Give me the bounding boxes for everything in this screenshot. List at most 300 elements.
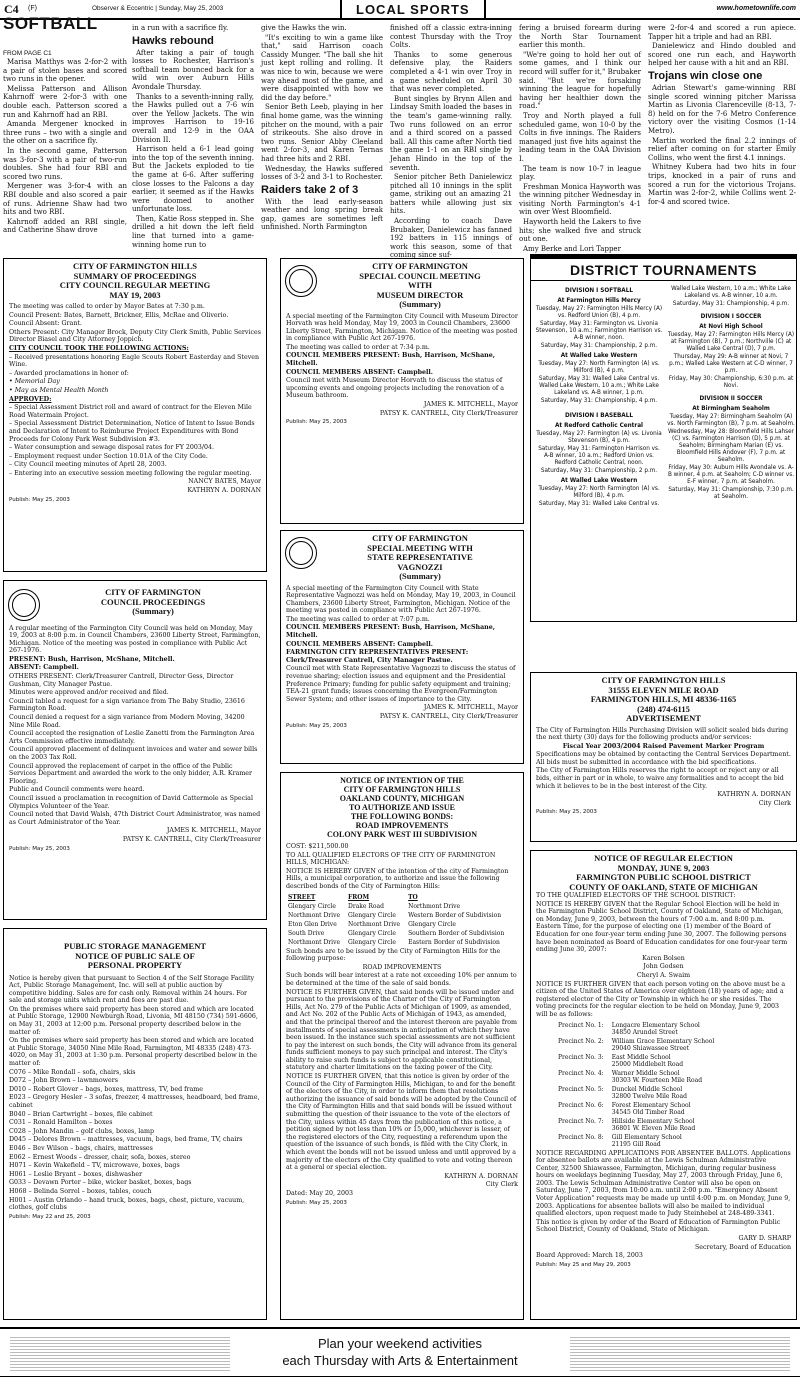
group-heading: At Birmingham Seaholm — [692, 406, 770, 412]
table-row — [558, 1102, 720, 1116]
notice-title: PERSONAL PROPERTY — [87, 960, 183, 970]
group-heading: At Novi High School — [699, 324, 763, 330]
precinct-address: 29040 Shiawassee Street — [611, 1044, 689, 1052]
para: Martin worked the final 2.2 innings of relief after coming on for starter Emily Collins, who went the first 4.1 innings. — [648, 136, 796, 162]
notice-text: – City Council meeting minutes of April 28, 2003. — [9, 461, 167, 469]
notice-text: TO THE QUALIFIED ELECTORS OF THE SCHOOL DISTRICT: — [536, 892, 736, 899]
story-col-1-body — [3, 58, 127, 254]
notice-text: The meeting was called to order at 7:34 p.m. — [286, 343, 430, 351]
para: Senior Beth Leeb, playing in her final home game, was the winning pitcher on the mound, with a pair of strikeouts. She also drove in two runs. Senior Abby Cleeland went 2-for-3, and Karen Ternas had three hits and 2 RBI. — [261, 103, 383, 163]
subhead-hawks: Hawks rebound — [132, 34, 214, 47]
tournaments-title: DISTRICT TOURNAMENTS — [531, 255, 796, 281]
banner-line-1: Plan your weekend activities — [317, 1336, 483, 1351]
para: Kahrnoff added an RBI single, and Catherine Shaw drove — [3, 217, 127, 235]
signature: GARY D. SHARP — [738, 1235, 791, 1243]
notice-title: CITY OF FARMINGTON — [372, 261, 468, 271]
issue-date: Sunday, May 25, 2003 — [158, 5, 224, 12]
notice-text: – Special Assessment District roll and award of contract for the Eleven Mile Road Watermain Project. — [9, 404, 252, 419]
para: Danielewicz and Hindo doubled and scored one run each, and Hayworth helped her cause with a hit and an RBI. — [648, 42, 796, 68]
para: Then, Katie Ross stepped in. She drilled a hit down the left field line that turned into a game-winning home run to — [132, 214, 254, 249]
candidate: Cheryl A. Swaim — [636, 971, 691, 979]
notice-text: Such bonds are to be issued by the City of Farmington Hills for the following purpose: — [286, 947, 501, 963]
para: Melissa Patterson and Allison Kahrnoff were 2-for-3 with one double each. Patterson scored a run and Kahrnoff had an RBI. — [3, 84, 127, 119]
table-row — [558, 1118, 720, 1132]
table-cell: Northmont Drive — [288, 911, 341, 919]
notice-text: Council met with State Representative Vagnozzi to discuss the status of revenue sharing; election issues and equipment and the Presidential Preference Primary; funding for public safety equipment and training; TEA-21 grant funds; issues concerning the Evergreen/Farmington Sewer System; and other issues of importance to the City. — [286, 665, 516, 703]
precinct-number: Precinct No. 1: — [558, 1021, 604, 1029]
precinct-table — [556, 1020, 722, 1150]
notice-text: OTHERS PRESENT: Clerk/Treasurer Cantrell, Director Gess, Director Gushman, City Manager Pastue. — [9, 673, 234, 688]
table-cell: Glengary Circle — [348, 938, 396, 946]
city-seal-icon — [285, 265, 317, 297]
notice-text: Council issued a proclamation in recognition of David Cattermole as Special Olympics Volunteer of the Year. — [9, 794, 253, 810]
schedule-line: Tuesday, May 27: Farmington Hills Mercy (A) at Farmington (B), 7 p.m.; Northville (C) at Walled Lake Central (D), 7 p.m. — [667, 332, 795, 352]
para: Mergener was 3-for-4 with an RBI double and also scored a pair of runs. Adrienne Shaw had two hits and two RBI. — [3, 182, 127, 217]
precinct-address: 32800 Twelve Mile Road — [611, 1092, 687, 1100]
notice-title: OAKLAND COUNTY, MICHIGAN — [339, 794, 465, 803]
para: Marisa Matthys was 2-for-2 with a pair of stolen bases and scored two runs in the opener. — [3, 58, 127, 84]
group-heading: At Walled Lake Western — [560, 478, 638, 484]
para: Freshman Monica Hayworth was the winning pitcher Wednesday in visiting North Farmington's 4-1 win over West Bloomfield. — [519, 182, 641, 217]
group-heading: DIVISION I SOCCER — [700, 314, 762, 320]
publish-date: Publish: May 25, 2003 — [286, 1199, 347, 1206]
story-col-5 — [519, 24, 641, 254]
notice-text: Council Present: Bates, Barnett, Brickner, Ellis, McRae and Oliverio. — [9, 311, 229, 319]
precinct-school: Gill Elementary School — [611, 1133, 682, 1141]
notice-text: Council noted that David Walsh, 47th District Court Administrator, was named as Court Administrator of the Year. — [9, 811, 261, 826]
para: "We're going to hold her out of some games, and I think our record will suffer for it," Brubaker said. "But we're forsaking winning the league for hopefully having her healthier down the road." — [519, 50, 641, 111]
notice-bond-intention — [280, 772, 524, 1320]
notice-title: (Summary) — [132, 606, 174, 616]
notice-text: TO ALL QUALIFIED ELECTORS OF THE CITY OF FARMINGTON HILLS, MICHIGAN: — [286, 851, 496, 867]
notice-text: Such bonds will bear interest at a rate not exceeding 10% per annum to be determined at the time of the sale of said bonds. — [286, 972, 517, 987]
tournaments-left-col — [535, 285, 663, 508]
table-cell: Northmont Drive — [348, 920, 401, 928]
precinct-number: Precinct No. 5: — [558, 1085, 604, 1093]
para: fering a bruised forearm during the North Star Tournament earlier this month. — [519, 24, 641, 50]
table-cell: South Drive — [288, 929, 325, 937]
site-url[interactable]: www.hometownlife.com — [716, 5, 796, 12]
publish-date: Publish: May 25 and May 29, 2003 — [536, 1261, 631, 1268]
notice-text: COUNCIL MEMBERS ABSENT: Campbell. — [286, 640, 433, 648]
para: Hayworth held the Lakers to five hits; she walked five and struck out one. — [519, 218, 641, 244]
list-item: H061 – Leslie Bryant – boxes, dishwasher — [9, 1170, 143, 1178]
notice-text: Council accepted the resignation of Leslie Zanetti from the Farmington Area Arts Commission effective immediately. — [9, 730, 255, 745]
signature: JAMES K. MITCHELL, Mayor — [166, 827, 261, 835]
notice-title: CITY OF FARMINGTON HILLS — [73, 261, 197, 271]
signature: PATSY K. CANTRELL, City Clerk/Treasurer — [122, 835, 261, 843]
list-item: H001 – Austin Orlando – hand truck, boxes, bags, chest, picture, vacuum, clothes, golf clubs — [9, 1196, 245, 1212]
precinct-address: 36801 W. Eleven Mile Road — [611, 1124, 696, 1132]
table-row — [288, 921, 510, 928]
notice-museum-meeting — [280, 258, 524, 524]
signature: JAMES K. MITCHELL, Mayor — [423, 704, 518, 712]
para: Adrian Stewart's game-winning RBI single scored winning pitcher Marissa Martin as Livonia Clarenceville (8-13, 7-8) held on for the 7-6 Metro Conference victory over the visiting Cosmos (1-14 Metro). — [648, 83, 796, 135]
notice-title: SPECIAL COUNCIL MEETING — [359, 270, 481, 281]
para: Amanda Mergener knocked in three runs – two with a single and the other on a sacrifice fly. — [3, 120, 127, 146]
arts-entertainment-banner[interactable] — [0, 1327, 800, 1377]
precinct-school: Hillside Elementary School — [611, 1117, 695, 1125]
precinct-school: William Grace Elementary School — [611, 1037, 715, 1045]
notice-text: – Awarded proclamations in honor of: — [9, 369, 129, 377]
notice-title: NOTICE OF REGULAR ELECTION — [594, 853, 733, 863]
table-header-row — [288, 894, 510, 901]
group-heading: DIVISION II SOCCER — [699, 396, 763, 402]
list-item: G033 – Devawn Porter – bike, wicker basket, boxes, bags — [9, 1179, 192, 1187]
story-kicker: SOFTBALL — [3, 14, 98, 33]
story-col-2 — [132, 24, 254, 254]
notice-text: On the premises where said property has been stored and which are located at Public Storage, 12900 Newburgh Road, Livonia, MI 48150 (734) 591-6606, on May 31, 2003 at 12:00 p.m. Personal property described below in the matter of: — [9, 1005, 258, 1036]
notice-title: ROAD IMPROVEMENTS — [355, 821, 449, 830]
notice-text: • Memorial Day — [9, 378, 60, 386]
precinct-address: 30303 W. Fourteen Mile Road — [611, 1076, 703, 1084]
notice-title: CITY OF FARMINGTON — [372, 533, 468, 543]
precinct-number: Precinct No. 8: — [558, 1133, 604, 1141]
notice-advertisement — [530, 672, 797, 842]
page-number: C4 — [4, 2, 19, 16]
notice-title: THE FOLLOWING BONDS: — [350, 812, 454, 821]
table-cell: Northmont Drive — [288, 938, 341, 946]
notice-text: NOTICE IS FURTHER GIVEN, that said bonds will be issued under and pursuant to the provisions of the Charter of the City of Farmington Hills, Act No. 279 of the Public Acts of Michigan of 1909, as amended, and Act No. 202 of the Public Acts of Michigan of 1943, as amended, and that the principal thereof and the interest thereon are payable from installments of special assessments in anticipation of which they have been issued. In the instance such special assessments are not sufficient to pay the interest on such bonds, the City will advance from its general funds sufficient moneys to pay such principal and interest. The City's ability to raise such funds is subject to applicable constitutional, statutory and charter limitations on the taxing power of the City. — [286, 988, 517, 1072]
notice-title: SPECIAL MEETING WITH — [367, 542, 473, 553]
notice-text: ABSENT: Campbell. — [9, 664, 79, 672]
table-row — [558, 1054, 720, 1068]
notice-text: Public and Council comments were heard. — [9, 786, 145, 794]
story-col-3 — [261, 24, 383, 254]
notice-text: On the premises where said property has been stored and which are located at Public Storage, 34050 Nine Mile Road, Farmington, MI 48335 (248) 473-4020, on May 31, 2003 at 1:30 p.m. Personal property described below in the matter of: — [9, 1037, 258, 1068]
notice-text: – Received presentations honoring Eagle Scouts Robert Easterday and Steven Wine. — [9, 353, 260, 369]
publish-date: Publish: May 25, 2003 — [9, 496, 70, 503]
notice-text: FARMINGTON CITY REPRESENTATIVES PRESENT: Clerk/Treasurer Cantrell, City Manager Pastue. — [286, 649, 469, 664]
story-jump-line: FROM PAGE C1 — [3, 50, 52, 57]
list-item: D010 – Robert Glover – bags, boxes, mattress, TV, bed frame — [9, 1085, 203, 1093]
city-seal-icon — [8, 589, 40, 621]
para: Senior pitcher Beth Danielewicz pitched all 10 innings in the split game, striking out an amazing 21 batters while allowing just six hits. — [390, 173, 512, 216]
table-cell: Glengary Circle — [288, 902, 336, 910]
notice-title: 31555 ELEVEN MILE ROAD — [608, 684, 719, 695]
list-item: D072 – John Brown – lawnmowers — [9, 1077, 119, 1085]
schedule-line: Friday, May 30: Championship, 6:30 p.m. at Novi. — [668, 376, 794, 389]
table-row — [288, 939, 510, 946]
para: Wednesday, the Hawks suffered losses of 3-2 and 3-1 to Rochester. — [261, 164, 383, 182]
notice-text: • May as Mental Health Month — [9, 386, 109, 394]
precinct-address: 25000 Middlebelt Road — [611, 1060, 684, 1068]
schedule-line: Saturday, May 31: Farmington Harrison vs. A-B winner, 10 a.m.; Redford Union vs. Redford Catholic Central, noon. — [538, 446, 660, 466]
para: After taking a pair of tough losses to Rochester, Harrison's softball team bounced back for a wild win over Auburn Hills Avondale Thursday. — [132, 48, 254, 91]
story-col-4 — [390, 24, 513, 260]
notice-text: Notice is hereby given that pursuant to Section 4 of the Self Storage Facility Act, Public Storage Management, Inc. will sell at public auction by competitive bidding. Sales are for cash only. Removal within 24 hours. For sale and storage units which rent and fees are past due. — [9, 974, 255, 1005]
notice-title: VAGNOZZI — [397, 561, 443, 572]
table-cell: Southern Border of Subdivision — [408, 929, 505, 937]
notice-text: ROAD IMPROVEMENTS — [362, 963, 442, 971]
notice-title: COUNTY OF OAKLAND, STATE OF MICHIGAN — [569, 881, 758, 892]
table-cell: Western Border of Subdivision — [408, 911, 502, 919]
para: With the lead early-season weather and long spring break gap, games are sometimes left unfinished. North Farmington — [261, 197, 383, 232]
precinct-school: East Middle School — [611, 1053, 671, 1061]
notice-title: (Summary) — [399, 571, 441, 581]
signature: KATHRYN A. DORNAN — [717, 791, 791, 799]
para: In the second game, Patterson was 3-for-3 with a pair of two-run doubles. She had four RBI and scored two runs. — [3, 146, 127, 181]
schedule-line: Saturday, May 31: Championship, 4 p.m. — [540, 398, 658, 404]
precinct-school: Dunckel Middle School — [611, 1085, 683, 1093]
notice-text: NOTICE IS FURTHER GIVEN that each person voting on the above must be a citizen of the United States of America over eighteen (18) years of age; and a registered elector of the City or Township in which he or she resides. The voting precincts for the regular election to be held on Monday, June 9, 2003 will be as follows: — [536, 980, 786, 1018]
list-item: H071 – Kevin Wakefield – TV, microwave, boxes, bags — [9, 1162, 180, 1170]
subhead-raiders: Raiders take 2 of 3 — [261, 183, 359, 196]
para: give the Hawks the win. — [261, 24, 347, 32]
story-col-6 — [648, 24, 796, 254]
notice-text: – Employment request under Section 10.01A of the City Code. — [9, 452, 208, 460]
subhead-trojans: Trojans win close one — [648, 69, 763, 82]
notice-text: – Special Assessment District Determination, Notice of Intent to Issue Bonds and Declaration of Intent to Reimburse Project Expenditures with Bond Proceeds for Colony Park West Subdivision #3. — [9, 420, 255, 443]
para: were 2-for-4 and scored a run apiece. Tapper hit a triple and had an RBI. — [648, 24, 796, 41]
notice-text: This notice is given by order of the Board of Education of Farmington Public School District, County of Oakland, State of Michigan. — [536, 1218, 781, 1234]
list-item: E023 – Gregory Hesler – 3 sofas, freezer, 4 mattresses, headboard, bed frame, cabinet — [9, 1094, 260, 1109]
district-tournaments-box — [530, 254, 797, 622]
list-item: B040 – Brian Cartwright – boxes, file cabinet — [9, 1110, 153, 1118]
notice-vagnozzi-meeting — [280, 530, 524, 764]
group-heading: DIVISION I SOFTBALL — [565, 288, 633, 294]
para: Whitney Kubera had two hits in four trips, knocked in a pair of runs and scored a run for the victorious Trojans. Martin was 2-for-2, while Collins went 2-for-4 and scored twice. — [648, 163, 796, 206]
notice-text: APPROVED: — [9, 395, 52, 403]
notice-title: PUBLIC STORAGE MANAGEMENT — [64, 941, 206, 951]
schedule-line: Saturday, May 31: Championship, 2 p.m. — [540, 343, 658, 349]
notice-public-storage — [3, 928, 267, 1320]
notice-title: WITH — [407, 280, 433, 290]
candidate: John Godsen — [643, 963, 684, 971]
precinct-number: Precinct No. 4: — [558, 1069, 604, 1077]
column-header: FROM — [348, 893, 370, 901]
schedule-line: Walled Lake Western, 10 a.m.; White Lake Lakeland vs. A-B winner, 10 a.m. — [671, 286, 791, 299]
notice-text: Board Approved: March 18, 2003 — [536, 1252, 643, 1260]
edition-mark: (F) — [28, 5, 37, 12]
notice-title: ADVERTISEMENT — [626, 713, 701, 723]
table-row — [288, 912, 510, 919]
notice-text: Fiscal Year 2003/2004 Raised Pavement Marker Program — [562, 742, 765, 750]
list-item: C031 – Ronald Hamilton – boxes — [9, 1119, 113, 1127]
table-cell: Drake Road — [348, 902, 384, 910]
group-heading: At Farmington Hills Mercy — [557, 298, 641, 304]
precinct-school: Warner Middle School — [611, 1069, 680, 1077]
para: According to coach Dave Brubaker, Danielewicz has fanned 192 batters in 115 innings of work this season, some of that coming since suf- — [390, 217, 512, 260]
precinct-address: 34850 Arundel Street — [611, 1028, 678, 1036]
notice-text: The City of Farmington Hills Purchasing Division will solicit sealed bids during the next thirty (30) days for the following products and/or services: — [536, 726, 789, 742]
table-row — [288, 930, 510, 937]
notice-text: Council denied a request for a sign variance from Modern Moving, 34200 Nine Mile Road. — [9, 714, 245, 729]
precinct-address: 21195 Gill Road — [611, 1140, 661, 1148]
paper-dateline: Observer & Eccentric | Sunday, May 25, 2003 — [92, 5, 224, 12]
notice-text: Council Absent: Grant. — [9, 320, 82, 328]
notice-text: Council tabled a request for a sign variance from The Baby Studio, 23616 Farmington Road. — [9, 697, 245, 713]
schedule-line: Saturday, May 31: Championship, 7:30 p.m. at Seaholm. — [668, 487, 794, 500]
list-item: E046 – Bev Wilson – bags, chairs, mattresses — [9, 1144, 153, 1152]
table-row — [558, 1134, 720, 1148]
notice-summary-proceedings — [3, 258, 267, 572]
section-title: LOCAL SPORTS — [340, 0, 486, 20]
table-cell: Northmont Drive — [408, 902, 461, 910]
precinct-school: Longacre Elementary School — [611, 1021, 700, 1029]
schedule-line: Saturday, May 31: Championship, 4 p.m. — [672, 301, 790, 307]
notice-text: COUNCIL MEMBERS PRESENT: Bush, Harrison, McShane, Mitchell. — [286, 624, 495, 640]
banner-line-2: each Thursday with Arts & Entertainment — [282, 1353, 518, 1368]
notice-text: COUNCIL MEMBERS ABSENT: Campbell. — [286, 368, 433, 376]
decorative-rule — [570, 1335, 790, 1371]
list-item: C076 – Mike Rondall – sofa, chairs, skis — [9, 1068, 136, 1076]
list-item: H068 – Belinda Sorrel – boxes, tables, couch — [9, 1187, 152, 1195]
notice-title: FARMINGTON HILLS, MI 48336-1165 — [590, 694, 737, 704]
notice-text: CITY COUNCIL TOOK THE FOLLOWING ACTIONS: — [9, 344, 189, 352]
schedule-line: Tuesday, May 27: North Farmington (A) vs. Milford (B), 4 p.m. — [538, 361, 660, 374]
notice-title: MUSEUM DIRECTOR — [376, 289, 464, 300]
schedule-line: Tuesday, May 27: Farmington (A) vs. Livonia Stevenson (B), 4 p.m. — [536, 431, 662, 444]
notice-title: CITY COUNCIL REGULAR MEETING — [59, 280, 211, 290]
notice-title: NOTICE OF INTENTION OF THE — [340, 776, 464, 785]
notice-text: A special meeting of the Farmington City Council with State Representative Vagnozzi was held on Monday, May 19, 2003, in Council Chambers, 23600 Liberty Street, Farmington, Michigan. Notice of the meeting was posted in compliance with Public Act 267-1976. — [286, 584, 516, 615]
tournaments-right-col — [667, 285, 795, 501]
schedule-line: Saturday, May 31: Championship, 2 p.m. — [540, 468, 658, 474]
notice-text: Dated: May 20, 2003 — [286, 1189, 354, 1197]
notice-title: STATE REPRESENTATIVE — [367, 552, 473, 562]
table-cell: Eastern Border of Subdivision — [408, 938, 500, 946]
para: Thanks to a seventh-inning rally, the Hawks pulled out a 7-6 win over the Yellow Jackets. The win improves Harrison to 19-16 overall and 12-9 in the OAA Division II. — [132, 92, 254, 144]
table-row — [558, 1086, 720, 1100]
notice-regular-election — [530, 850, 797, 1320]
para: Harrison held a 6-1 lead going into the top of the seventh inning. But the Jackets exploded to tie the game at 6-6. After suffering close losses to the Falcons a day earlier, it seemed as if the Hawks were doomed to another unfortunate loss. — [132, 145, 254, 214]
table-cell: Glengary Circle — [408, 920, 456, 928]
schedule-line: Wednesday, May 28: Bloomfield Hills Lahser (C) vs. Farmington Harrison (D), 5 p.m. at Seaholm; Birmingham Marian (E) vs. Bloomfield Hills Andover (F), 7 p.m. at Seaholm. — [668, 429, 794, 463]
signature: JAMES K. MITCHELL, Mayor — [423, 401, 518, 409]
publish-date: Publish: May 25, 2003 — [9, 845, 70, 852]
notice-title: (Summary) — [399, 299, 441, 309]
signature: Secretary, Board of Education — [694, 1243, 791, 1251]
notice-text: Minutes were approved and/or received and filed. — [9, 689, 169, 697]
paper-name: Observer & Eccentric — [92, 5, 154, 12]
schedule-line: Saturday, May 31: Farmington vs. Livonia Stevenson, 10 a.m.; Farmington Harrison vs. A-B winner, noon. — [535, 321, 663, 341]
notice-title: COUNCIL PROCEEDINGS — [100, 596, 206, 607]
signature: PATSY K. CANTRELL, City Clerk/Treasurer — [379, 713, 518, 720]
notice-title: TO AUTHORIZE AND ISSUE — [349, 803, 455, 812]
signature: City Clerk — [485, 1181, 518, 1189]
para: Bunt singles by Brynn Allen and Lindsay Smith loaded the bases in the team's game-winning rally. Two runs followed on an error and a third scored on a passed ball. All this came after North tied the game 1-1 on an RBI single by Jehan Hindo in the top of the seventh. — [390, 94, 513, 172]
notice-title: CITY OF FARMINGTON HILLS — [343, 785, 461, 794]
notice-text: PRESENT: Bush, Harrison, McShane, Mitchell. — [9, 655, 175, 663]
para: Amy Berke and Lori Tapper — [523, 244, 621, 253]
group-heading: At Walled Lake Western — [560, 353, 638, 359]
decorative-rule — [10, 1335, 230, 1371]
storage-items-list — [9, 1069, 261, 1212]
signature: PATSY K. CANTRELL, City Clerk/Treasurer — [379, 409, 518, 417]
notice-text: The meeting was called to order at 7:07 p.m. — [286, 615, 430, 623]
list-item: E062 – Ernest Woods – dresser, chair, sofa, boxes, stereo — [9, 1153, 191, 1161]
notice-title: (248) 474-6115 — [637, 703, 690, 714]
precinct-number: Precinct No. 7: — [558, 1117, 604, 1125]
notice-title: CITY OF FARMINGTON — [105, 587, 201, 597]
city-seal-icon — [285, 537, 317, 569]
banner-text — [245, 1335, 555, 1369]
notice-text: – Entering into an executive session meeting following the regular meeting. — [9, 469, 252, 477]
schedule-line: Tuesday, May 27: Farmington Hills Mercy (A) vs. Redford Union (B), 4 p.m. — [535, 306, 663, 319]
para: Troy and North played a full scheduled game, won 10-0 by the Colts in five innings. The Raiders managed just five hits against the leading team in the OAA Division I. — [519, 111, 641, 163]
notice-council-proceedings — [3, 580, 267, 920]
candidate: Karen Bolsen — [642, 954, 685, 962]
notice-text: The meeting was called to order by Mayor Bates at 7:30 p.m. — [9, 303, 205, 310]
precinct-number: Precinct No. 3: — [558, 1053, 604, 1061]
list-item: C028 – John Mandin – golf clubs, boxes, lamp — [9, 1127, 155, 1135]
publish-date: Publish: May 22 and 25, 2003 — [9, 1213, 91, 1220]
schedule-line: Tuesday, May 27: North Farmington (A) vs. Milford (B), 4 p.m. — [538, 486, 660, 499]
publish-date: Publish: May 25, 2003 — [536, 809, 597, 816]
table-row — [288, 903, 510, 910]
para: finished off a classic extra-inning contest Thursday with the Troy Colts. — [390, 24, 512, 50]
table-cell: Glengary Circle — [348, 929, 396, 937]
publish-date: Publish: May 25, 2003 — [286, 722, 347, 729]
precinct-number: Precinct No. 2: — [558, 1037, 604, 1045]
page-header — [0, 0, 800, 20]
notice-title: COLONY PARK WEST III SUBDIVISION — [327, 830, 477, 839]
signature: KATHRYN A. DORNAN — [187, 487, 261, 495]
notice-title: NOTICE OF PUBLIC SALE OF — [75, 950, 195, 961]
notice-text: COST: $211,500.00 — [286, 843, 349, 850]
table-row — [558, 1038, 720, 1052]
notice-text: A special meeting of the Farmington City Council with Museum Director Horvath was held Monday, May 19, 2003 in Council Chambers, 23600 Liberty Street, Farmington, Michigan. Notice of the meeting was posted in compliance with Public Act 267-1976. — [286, 312, 518, 343]
notice-text: NOTICE IS HEREBY GIVEN of the intention of the city of Farmington Hills, a municipal corporation, to authorize and issue the following described bonds of the City of Farmington Hills: — [286, 867, 509, 890]
notice-text: NOTICE REGARDING APPLICATIONS FOR ABSENTEE BALLOTS. Applications for absentee ballots are available at the Lewis Schulman Administrative Center, 32500 Shiawassee, Farmington, Michigan, during regular business hours on weekdays beginning Tuesday, May 27, 2003 through Friday, June 6, 2003. The Lewis Schulman Administrative Center will also be open on Saturday, June 7, 2003, from 10:00 a.m. until 2:00 p.m. "Emergency Absent Voter Application" requests may be made up until 4:00 p.m. on Monday, June 9, 2003. Applications for absentee ballots will also be mailed to individual qualified electors, upon request made to Judy Steinhebel at 248-489-3341. — [536, 1149, 791, 1218]
notice-text: The City of Farmington Hills reserves the right to accept or reject any or all bids, either in part or in whole, to waive any formalities and to accept the bid which it believes to be in the best interest of the City. — [536, 767, 784, 790]
notice-text: COUNCIL MEMBERS PRESENT: Bush, Harrison, McShane, Mitchell. — [286, 352, 495, 368]
notice-title: MAY 19, 2003 — [109, 289, 161, 300]
table-cell: Glengary Circle — [348, 911, 396, 919]
notice-title: MONDAY, JUNE 9, 2003 — [617, 862, 710, 873]
notice-text: Others Present: City Manager Brock, Deputy City Clerk Smith, Public Services Director Biasel and City Attorney Joppich. — [9, 328, 261, 344]
notice-text: A regular meeting of the Farmington City Council was held on Monday, May 19, 2003 at 8:00 p.m. in Council Chambers, 23600 Liberty Street, Farmington, Michigan. Notice of the meeting was posted in compliance with Public Act 267-1976. — [9, 624, 261, 655]
para: Thanks to some generous defensive play, the Raiders completed a 4-1 win over Troy in a game scheduled on April 30 that was never completed. — [390, 50, 512, 94]
table-row — [558, 1022, 720, 1036]
signature: City Clerk — [758, 799, 791, 807]
precinct-address: 34545 Old Timber Road — [611, 1108, 685, 1116]
notice-text: NOTICE IS HEREBY GIVEN that the Regular School Election will be held in the Farmington Public School District, County of Oakland, State of Michigan, on Monday, June 9, 2003, between the hours of 7:00 a.m. and 8:00 p.m. Eastern Time, for the purpose of electing one (1) member of the Board of Education for one four-year term ending June 30, 2007. The following persons have been nominated as Board of Education candidates for one four-year term ending June 30, 2007: — [536, 900, 788, 954]
para: in a run with a sacrifice fly. — [132, 24, 229, 32]
street-table — [286, 892, 512, 948]
notice-text: Council approved the replacement of carpet in the office of the Public Services Department and awarded the work to the only bidder, A.R. Kramer Flooring. — [9, 762, 253, 785]
notice-text: Council approved placement of delinquent invoices and water and sewer bills on the 2003 Tax Roll. — [9, 746, 258, 761]
precinct-school: Forest Elementary School — [611, 1101, 691, 1109]
schedule-line: Friday, May 30: Auburn Hills Avondale vs. A-B winner, 4 p.m. at Seaholm; C-D winner vs. E-F winner, 7 p.m. at Seaholm. — [667, 465, 795, 485]
para: The team is now 10-7 in league play. — [519, 164, 641, 182]
column-header: TO — [408, 893, 418, 901]
notice-text: Specifications may be obtained by contacting the Central Services Department. All bids must be submitted in accordance with the bid specifications. — [536, 751, 791, 766]
para: "It's exciting to win a game like that," said Harrison coach Cassidy Munger. "The ball she hit just kept rolling and rolling. It was nice to win, because we were way ahead most of the game, and were disappointed with how we did the day before." — [261, 33, 383, 102]
notice-text: Council met with Museum Director Horvath to discuss the status of upcoming events and ongoing projects including the renovation of a Museum bathroom. — [286, 377, 504, 400]
signature: KATHRYN A. DORNAN — [444, 1172, 518, 1180]
notice-text: NOTICE IS FURTHER GIVEN, that this notice is given by order of the Council of the City of Farmington Hills, Michigan, to and for the benefit of the electors of the City, in order to inform them that resolutions authorizing the issuance of said bonds will be adopted by the Council of the City of Farmington Hills and that said bonds will be issued without submitting the question of their issuance to the vote of the electors of the City, unless within 45 days from the publication of this notice, a petition signed by not less than 10% or 15,000, whichever is lesser, of the registered electors of the City, requesting a referendum upon the question of the issuance of such bonds, is filed with the City Clerk, in which event the bonds will not be issued unless and until approved by a majority of the electors of the City qualified to vote and voting thereon at a general or special election. — [286, 1073, 517, 1172]
column-header: STREET — [288, 893, 316, 901]
group-heading: DIVISION I BASEBALL — [565, 413, 633, 419]
schedule-line: Tuesday, May 27: Birmingham Seaholm (A) vs. North Farmington (B), 7 p.m. at Seaholm. — [667, 414, 795, 427]
notice-text: – Water consumption and sewage disposal rates for FY 2003/04. — [9, 444, 215, 452]
group-heading: At Redford Catholic Central — [555, 423, 643, 429]
schedule-line: Saturday, May 31: Walled Lake Central vs. Walled Lake Western, 10 a.m.; White Lake Lakeland vs. A-B winner, 1 p.m. — [538, 376, 660, 396]
table-row — [558, 1070, 720, 1084]
list-item: D045 – Delores Brown – mattresses, vacuum, bags, bed frame, TV, chairs — [9, 1136, 243, 1144]
notice-title: SUMMARY OF PROCEEDINGS — [73, 270, 197, 281]
table-cell: Eton Glen Drive — [288, 920, 337, 928]
schedule-line: Saturday, May 31: Walled Lake Central vs. — [538, 501, 660, 507]
precinct-number: Precinct No. 6: — [558, 1101, 604, 1109]
schedule-line: Thursday, May 29: A-B winner at Novi, 7 p.m.; Walled Lake Western at C-D winner, 7 p.m. — [669, 354, 793, 374]
notice-title: FARMINGTON PUBLIC SCHOOL DISTRICT — [576, 872, 751, 882]
publish-date: Publish: May 25, 2003 — [286, 419, 347, 426]
signature: NANCY BATES, Mayor — [188, 478, 261, 486]
notice-title: CITY OF FARMINGTON HILLS — [601, 675, 726, 685]
